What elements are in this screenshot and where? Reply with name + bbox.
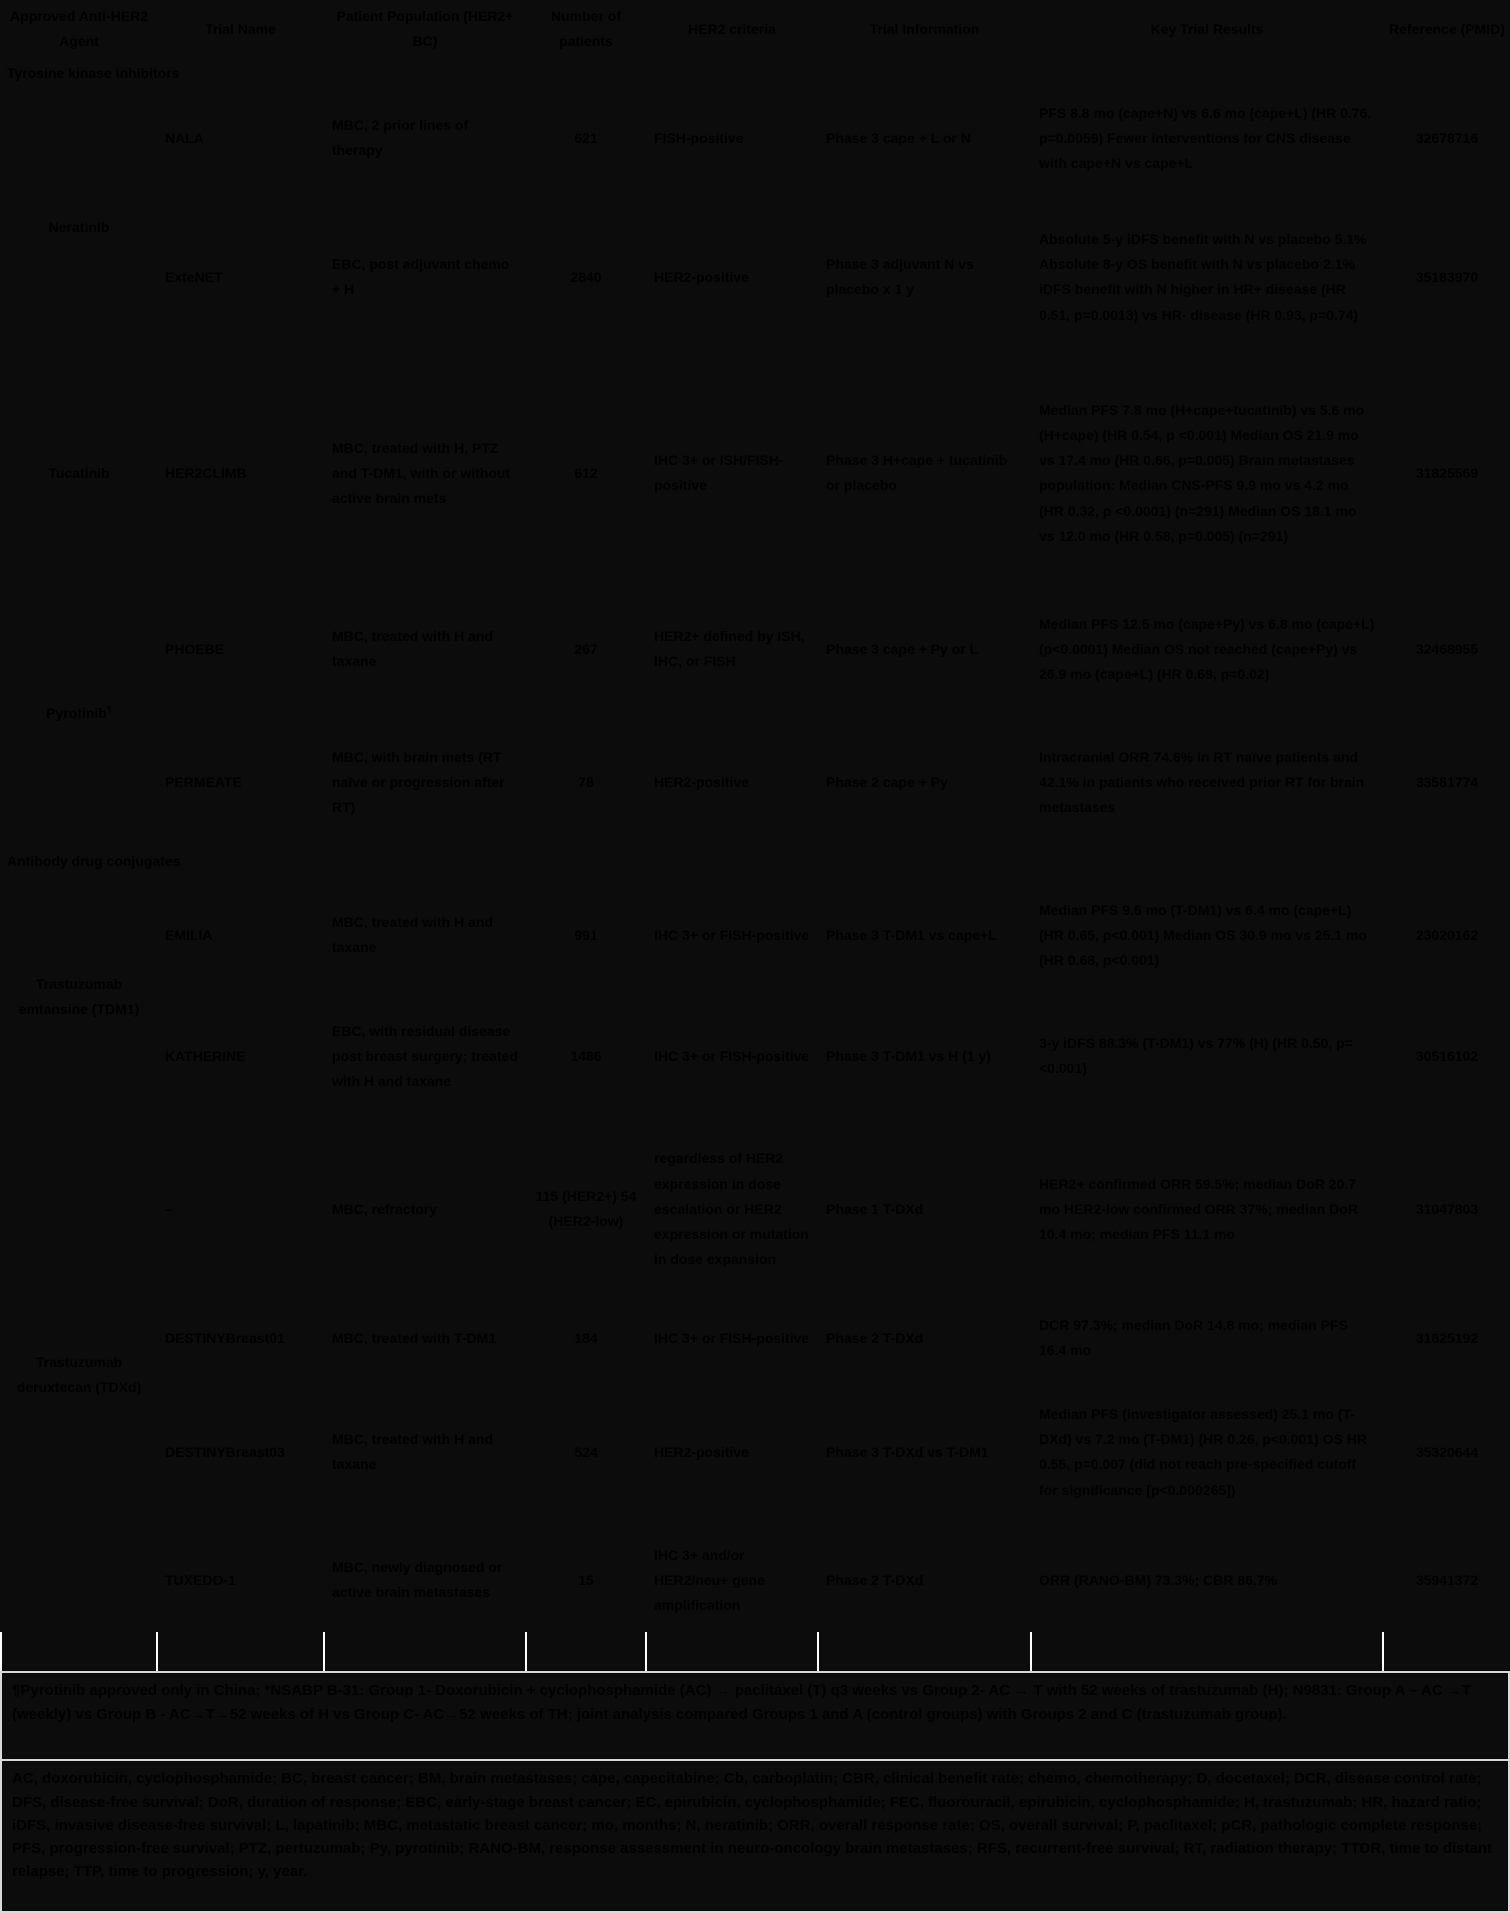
cell-key-trial-results: Median PFS 12.5 mo (cape+Py) vs 6.8 mo (cape+L) (p<0.0001) Median OS not reached (cape+Py) vs 26.9 mo (cape+L) (HR 0.69, p=0.02) — [1039, 615, 1375, 682]
column-header-3: Patient Population (HER2+ BC) — [336, 8, 514, 50]
cell-number-of-patients: 524 — [574, 1443, 598, 1460]
cell-patient-population: MBC, 2 prior lines of therapy — [332, 117, 469, 159]
cell-trial-information: Phase 2 T-DXd — [826, 1329, 924, 1346]
cell-reference-pmid: 33581774 — [1415, 773, 1479, 790]
table-row — [1, 1300, 1510, 1376]
cell-trial-information: Phase 3 T-DM1 vs cape+L — [826, 926, 997, 943]
cell-trial-name: HER2CLIMB — [165, 464, 247, 481]
cell-patient-population: MBC, treated with H, PTZ and T-DM1, with or without active brain mets — [332, 439, 511, 506]
table-row — [1, 1376, 1510, 1528]
column-header-6: Trial Information — [869, 20, 980, 37]
cell-reference-pmid: 31825192 — [1415, 1329, 1479, 1346]
cell-trial-information: Phase 2 cape + Py — [826, 773, 948, 790]
cell-patient-population: MBC, treated with H and taxane — [332, 628, 494, 670]
cell-key-trial-results: Absolute 5-y iDFS benefit with N vs placebo 5.1% Absolute 8-y OS benefit with N vs placebo 2.1% iDFS benefit with N higher in HR+ disease (HR 0.51, p=0.0013) vs HR- disease (HR 0.93, p=0.74) — [1039, 231, 1367, 323]
cell-reference-pmid: 30516102 — [1415, 1047, 1479, 1064]
cell-approved-agent: Pyrotinib¶ — [46, 704, 112, 721]
cell-trial-name: – — [165, 1200, 173, 1217]
cell-key-trial-results: PFS 8.8 mo (cape+N) vs 6.6 mo (cape+L) (HR 0.76, p=0.0059) Fewer interventions for CNS disease with cape+N vs cape+L — [1039, 104, 1372, 171]
cell-trial-name: PERMEATE — [165, 773, 242, 790]
cell-her2-criteria: IHC 3+ or ISH/FISH-positive — [654, 452, 784, 494]
cell-number-of-patients: 621 — [574, 129, 598, 146]
cell-reference-pmid: 32468955 — [1415, 640, 1479, 657]
cell-reference-pmid: 35183970 — [1415, 268, 1479, 285]
table-row — [1, 994, 1510, 1118]
cell-patient-population: MBC, with brain mets (RT naïve or progression after RT) — [332, 748, 505, 815]
cell-trial-name: KATHERINE — [165, 1047, 246, 1064]
cell-trial-information: Phase 3 cape + L or N — [826, 129, 971, 146]
cell-key-trial-results: ORR (RANO-BM) 73.3%; CBR 86.7% — [1039, 1571, 1278, 1588]
table-row — [1, 718, 1510, 846]
cell-reference-pmid: 31047803 — [1415, 1200, 1479, 1217]
cell-her2-criteria: IHC 3+ and/or HER2/neu+ gene amplification — [654, 1546, 765, 1613]
cell-key-trial-results: Median PFS 9.6 mo (T-DM1) vs 6.4 mo (cape+L) (HR 0.65, p<0.001) Median OS 30.9 mo vs 25.1 mo (HR 0.68, p<0.001) — [1039, 901, 1367, 968]
cell-patient-population: EBC, with residual disease post breast surgery; treated with H and taxane — [332, 1022, 518, 1089]
cell-reference-pmid: 32678716 — [1415, 129, 1479, 146]
cell-patient-population: EBC, post adjuvant chemo + H — [332, 256, 510, 298]
cell-trial-name: PHOEBE — [165, 640, 225, 657]
cell-number-of-patients: 78 — [578, 773, 594, 790]
column-divider-tick — [1, 1632, 157, 1672]
table-row — [1, 1528, 1510, 1632]
cell-trial-information: Phase 2 T-DXd — [826, 1571, 924, 1588]
cell-trial-information: Phase 3 H+cape + tucatinib or placebo — [826, 452, 1008, 494]
cell-number-of-patients: 15 — [578, 1571, 594, 1588]
header-row — [1, 0, 1510, 58]
column-header-2: Trial Name — [205, 20, 276, 37]
cell-number-of-patients: 991 — [574, 926, 598, 943]
table-row — [1, 876, 1510, 994]
column-divider-tick — [324, 1632, 526, 1672]
cell-approved-agent: Trastuzumab deruxtecan (TDXd) — [16, 1354, 142, 1396]
footnote-study-groups: ¶Pyrotinib approved only in China; *NSABP B-31: Group 1- Doxorubicin + cyclophosphamide (AC) → paclitaxel (T) q3 weeks vs Group 2- AC → T with 52 weeks of trastuzumab (H); N9831: Group A – AC →T (weekly) vs Group B - AC→T→52 weeks of H vs Group C- AC→52 weeks of TH; joint analysis compared Groups 1 and A (control groups) with Groups 2 and C (trastuzumab group). — [0, 1673, 1510, 1761]
column-divider-tick — [646, 1632, 818, 1672]
cell-key-trial-results: DCR 97.3%; median DoR 14.8 mo; median PFS 16.4 mo — [1039, 1317, 1348, 1359]
column-header-1: Approved Anti-HER2 Agent — [10, 8, 148, 50]
cell-key-trial-results: 3-y iDFS 88.3% (T-DM1) vs 77% (H) (HR 0.50, p=<0.001) — [1039, 1035, 1353, 1077]
cell-trial-name: ExteNET — [165, 268, 223, 285]
cell-her2-criteria: IHC 3+ or FISH-positive — [654, 1047, 810, 1064]
cell-number-of-patients: 612 — [574, 464, 598, 481]
cell-number-of-patients: 267 — [574, 640, 598, 657]
column-header-4: Number of patients — [551, 8, 621, 50]
column-divider-tick — [1031, 1632, 1383, 1672]
cell-patient-population: MBC, newly diagnosed or active brain metastases — [332, 1559, 503, 1601]
cell-trial-information: Phase 3 adjuvant N vs placebo x 1 y — [826, 256, 974, 298]
cell-trial-name: EMILIA — [165, 926, 213, 943]
table-row — [1, 366, 1510, 580]
table-body — [1, 58, 1510, 1672]
cell-trial-name: NALA — [165, 129, 204, 146]
section-title: Tyrosine kinase inhibitors — [7, 64, 180, 81]
cell-her2-criteria: HER2-positive — [654, 268, 749, 285]
column-divider-tick — [157, 1632, 324, 1672]
column-header-7: Key Trial Results — [1150, 20, 1264, 37]
cell-approved-agent: Neratinib — [48, 218, 110, 235]
cell-approved-agent: Tucatinib — [48, 464, 110, 481]
table-bottom-border-row — [1, 1632, 1510, 1672]
cell-reference-pmid: 35941372 — [1415, 1571, 1479, 1588]
section-row-1 — [1, 58, 1510, 88]
cell-her2-criteria: HER2-positive — [654, 773, 749, 790]
cell-trial-information: Phase 1 T-DXd — [826, 1200, 924, 1217]
section-title: Antibody drug conjugates — [7, 852, 181, 869]
cell-reference-pmid: 23020162 — [1415, 926, 1479, 943]
column-header-8: Reference (PMID) — [1389, 20, 1505, 37]
table-row — [1, 88, 1510, 188]
agent-footnote-marker: ¶ — [106, 704, 112, 715]
column-divider-tick — [818, 1632, 1031, 1672]
cell-patient-population: MBC, treated with H and taxane — [332, 1431, 494, 1473]
cell-reference-pmid: 31825569 — [1415, 464, 1479, 481]
cell-key-trial-results: HER2+ confirmed ORR 59.5%; median DoR 20.7 mo HER2-low confirmed ORR 37%; median DoR 10.4 mo; median PFS 11.1 mo — [1039, 1175, 1358, 1242]
cell-trial-information: Phase 3 T-DXd vs T-DM1 — [826, 1443, 989, 1460]
cell-her2-criteria: HER2-positive — [654, 1443, 749, 1460]
cell-approved-agent: Trastuzumab emtansine (TDM1) — [18, 976, 140, 1018]
cell-key-trial-results: Median PFS 7.8 mo (H+cape+tucatinib) vs 5.6 mo (H+cape) (HR 0.54, p <0.001) Median OS 21.9 mo vs 17.4 mo (HR 0.66, p=0.005) Brain metastases population: Median CNS-PFS 9.9 mo vs 4.2 mo (HR 0.32, p <0.0001) (n=291) Median OS 18.1 mo vs 12.0 mo (HR 0.58, p=0.005) (n=291) — [1039, 401, 1365, 544]
cell-trial-name: TUXEDO-1 — [165, 1571, 236, 1588]
cell-key-trial-results: Median PFS (investigator assessed) 25.1 mo (T-DXd) vs 7.2 mo (T-DM1) (HR 0.26, p<0.001) OS HR 0.55, p=0.007 (did not reach pre-specified cutoff for significance [p<0.000265]) — [1039, 1406, 1367, 1498]
cell-number-of-patients: 115 (HER2+) 54 (HER2-low) — [535, 1188, 637, 1230]
cell-patient-population: MBC, treated with H and taxane — [332, 914, 494, 956]
cell-reference-pmid: 35320644 — [1415, 1443, 1479, 1460]
column-divider-tick — [1383, 1632, 1510, 1672]
cell-her2-criteria: IHC 3+ or FISH-positive — [654, 926, 810, 943]
cell-her2-criteria: regardless of HER2 expression in dose escalation or HER2 expression or mutation in dose expansion — [654, 1150, 809, 1268]
table-row — [1, 580, 1510, 718]
cell-number-of-patients: 2840 — [570, 268, 602, 285]
cell-number-of-patients: 184 — [574, 1329, 598, 1346]
cell-key-trial-results: Intracranial ORR 74.6% in RT naïve patients and 42.1% in patients who received prior RT for brain metastases — [1039, 748, 1365, 815]
cell-patient-population: MBC, refractory — [332, 1200, 438, 1217]
table-header — [1, 0, 1510, 58]
cell-trial-information: Phase 3 T-DM1 vs H (1 y) — [826, 1047, 991, 1064]
cell-trial-name: DESTINYBreast01 — [165, 1329, 285, 1346]
cell-trial-information: Phase 3 cape + Py or L — [826, 640, 979, 657]
column-divider-tick — [526, 1632, 646, 1672]
section-row-2 — [1, 846, 1510, 876]
table-row — [1, 1118, 1510, 1300]
cell-trial-name: DESTINYBreast03 — [165, 1443, 285, 1460]
cell-her2-criteria: IHC 3+ or FISH-positive — [654, 1329, 810, 1346]
column-header-5: HER2 criteria — [688, 20, 776, 37]
cell-her2-criteria: FISH-positive — [654, 129, 744, 146]
cell-her2-criteria: HER2+ defined by ISH, IHC, or FISH — [654, 628, 805, 670]
footnote-abbreviations: AC, doxorubicin, cyclophosphamide; BC, breast cancer; BM, brain metastases; cape, capecitabine; Cb, carboplatin; CBR, clinical benefit rate; chemo, chemotherapy; D, docetaxel; DCR, disease control rate; DFS, disease-free survival; DoR, duration of response; EBC, early-stage breast cancer; EC, epirubicin, cyclophosphamide; FEC, fluorouracil, epirubicin, cyclophosphamide; H, trastuzumab; HR, hazard ratio; iDFS, invasive disease-free survival; L, lapatinib; MBC, metastatic breast cancer; mo, months; N, neratinib; ORR, overall response rate; OS, overall survival; P, paclitaxel; pCR, pathologic complete response; PFS, progression-free survival; PTZ, pertuzumab; Py, pyrotinib; RANO-BM, response assessment in neuro-oncology brain metastases; RFS, recurrent-free survival; RT, radiation therapy; TTDR, time to distant relapse; TTP, time to progression; y, year. — [0, 1761, 1510, 1913]
table-row — [1, 188, 1510, 366]
cell-patient-population: MBC, treated with T-DM1 — [332, 1329, 497, 1346]
cell-number-of-patients: 1486 — [570, 1047, 602, 1064]
